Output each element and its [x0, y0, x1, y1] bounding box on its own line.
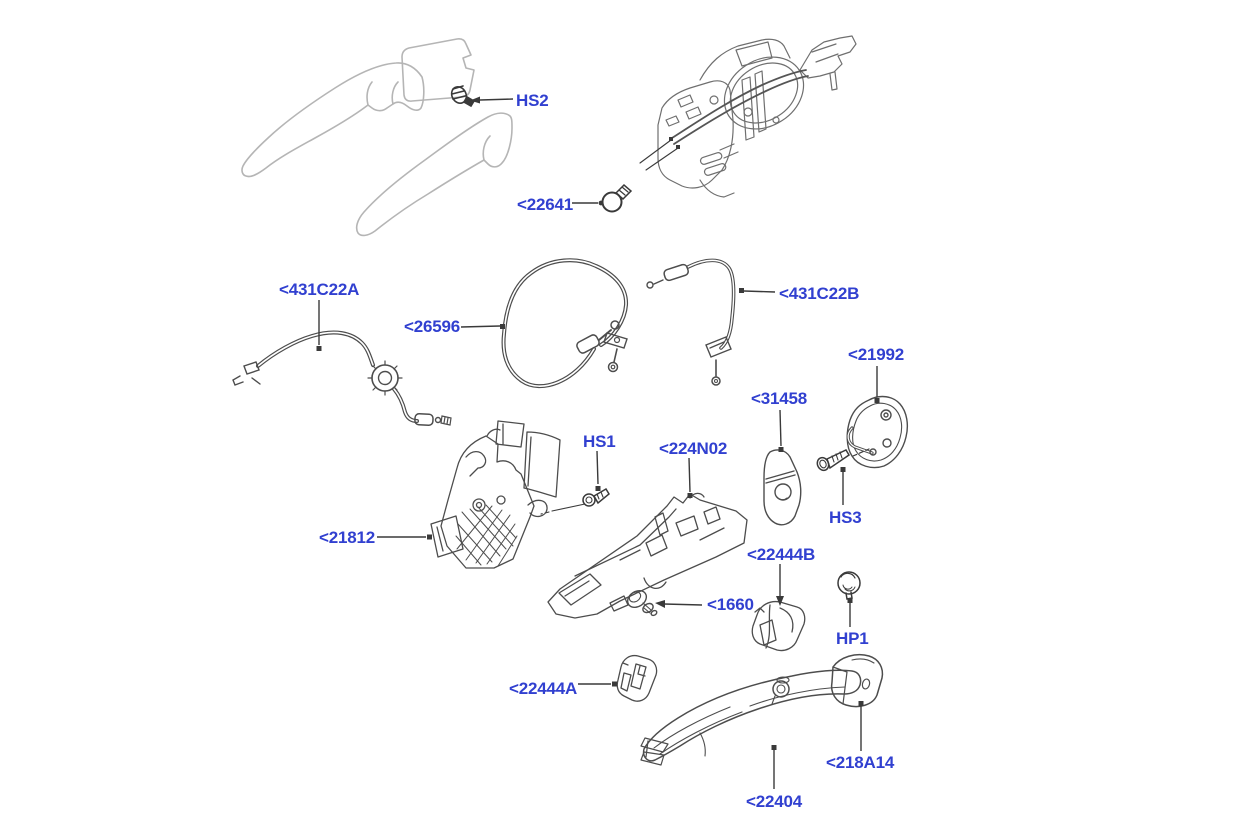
cap-218a14-drawing: [832, 655, 883, 707]
leader-22404: [772, 745, 777, 789]
leader-431c22b: [739, 288, 775, 293]
part-label-hs3[interactable]: HS3: [829, 508, 862, 527]
cable-26596-drawing: [504, 260, 627, 386]
striker-21992-drawing: [847, 397, 907, 468]
part-label-431c22a[interactable]: <431C22A: [279, 280, 360, 299]
leader-431c22a: [317, 300, 322, 351]
part-label-22444b[interactable]: <22444B: [747, 545, 816, 564]
leader-218a14: [859, 701, 864, 751]
part-label-21992[interactable]: <21992: [848, 345, 905, 364]
leader-hs3: [841, 467, 846, 505]
leader-224n02: [688, 458, 693, 498]
leader-22444a: [578, 682, 617, 687]
part-label-hp1[interactable]: HP1: [836, 629, 869, 648]
part-label-21812[interactable]: <21812: [319, 528, 376, 547]
part-label-31458[interactable]: <31458: [751, 389, 808, 408]
screw-hs1-drawing: [541, 489, 609, 514]
latch-21812-drawing: [431, 421, 560, 568]
leader-hs2: [470, 97, 513, 104]
leader-hp1: [848, 598, 853, 627]
part-label-22444a[interactable]: <22444A: [509, 679, 578, 698]
plate-22444a-drawing: [617, 656, 656, 702]
door-module-assembly-drawing: [658, 36, 856, 197]
cable-431c22a-drawing: [233, 332, 451, 425]
part-label-1660[interactable]: <1660: [707, 595, 754, 614]
part-label-hs1[interactable]: HS1: [583, 432, 616, 451]
plug-1660-drawing: [625, 587, 658, 616]
part-label-22641[interactable]: <22641: [517, 195, 574, 214]
part-label-22404[interactable]: <22404: [746, 792, 803, 811]
leader-22444b: [776, 564, 784, 606]
leader-1660: [655, 600, 702, 608]
leader-21812: [377, 535, 432, 540]
part-label-431c22b[interactable]: <431C22B: [779, 284, 860, 303]
part-label-224n02[interactable]: <224N02: [659, 439, 728, 458]
leader-31458: [779, 410, 784, 452]
part-label-218a14[interactable]: <218A14: [826, 753, 895, 772]
leader-hs1: [596, 451, 601, 491]
plate-31458-drawing: [764, 450, 801, 525]
part-label-26596[interactable]: <26596: [404, 317, 461, 336]
grommet-hp1-drawing: [838, 572, 860, 599]
gasket-22444b-drawing: [752, 602, 804, 651]
ghost-handle-outlines-drawing: [242, 39, 512, 236]
cable-431c22b-drawing: [647, 260, 734, 385]
handle-22404-drawing: [641, 670, 861, 765]
leader-26596: [461, 324, 505, 329]
leader-22641: [572, 201, 603, 206]
part-label-hs2[interactable]: HS2: [516, 91, 549, 110]
bulb-22641-drawing: [603, 137, 681, 212]
